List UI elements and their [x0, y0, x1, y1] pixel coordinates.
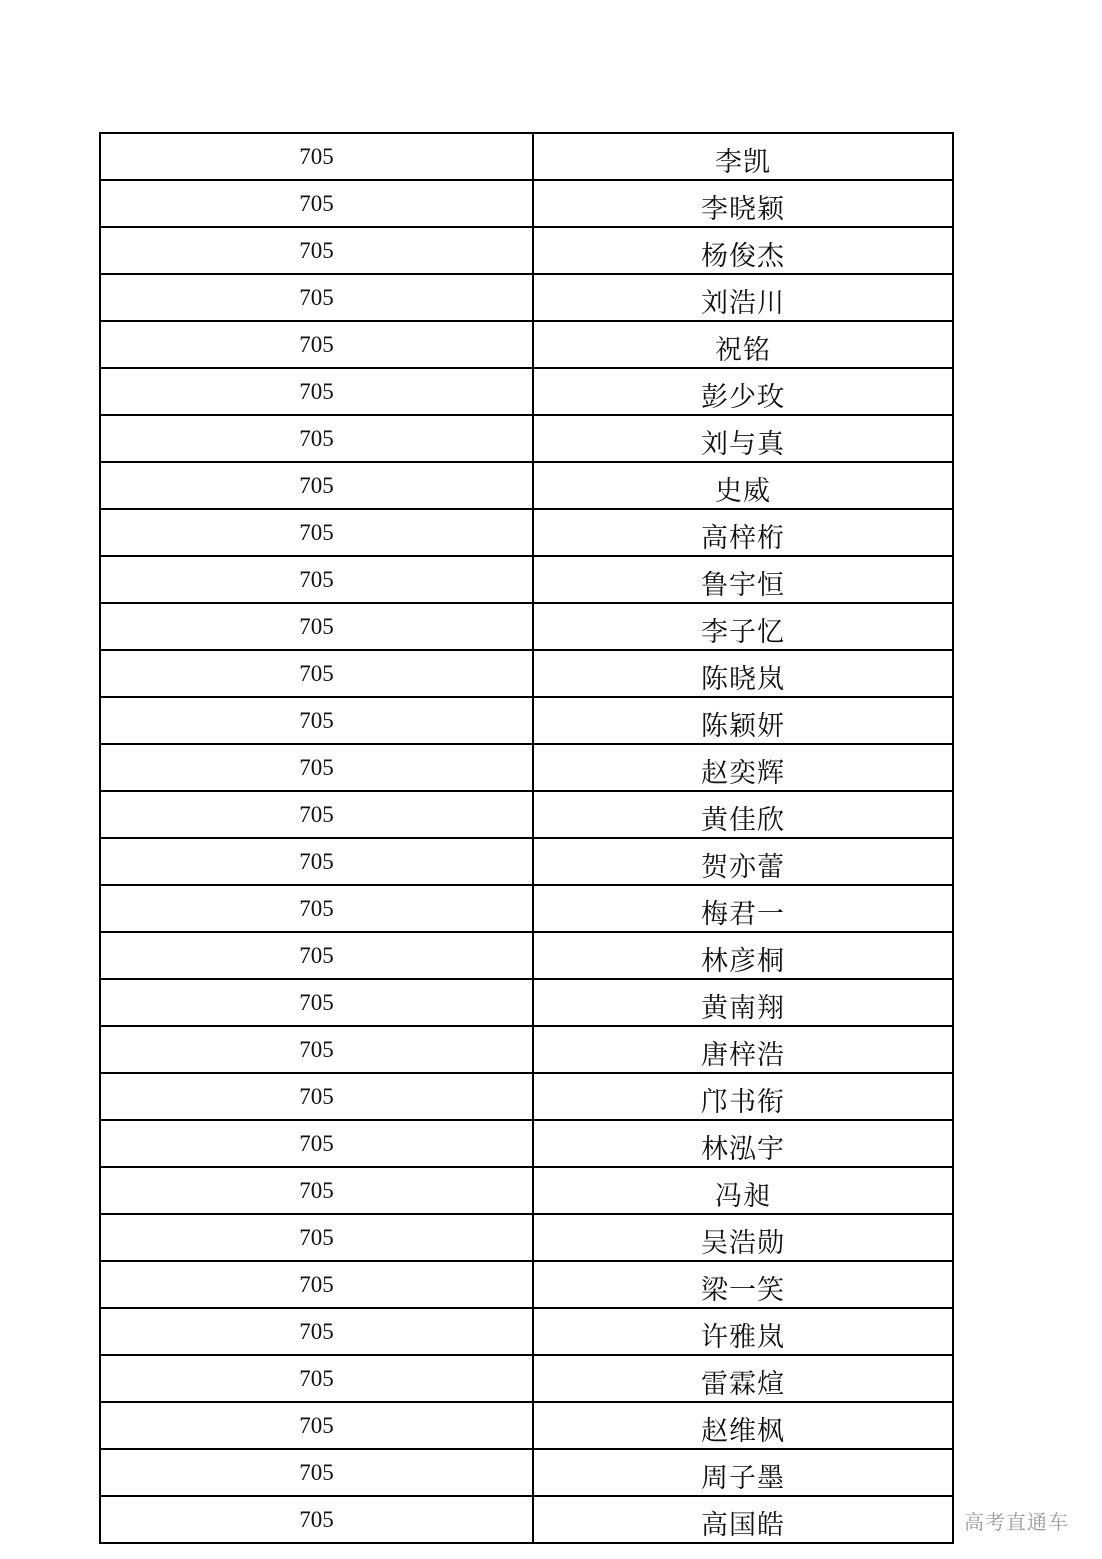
- name-cell: 林泓宇: [533, 1120, 953, 1167]
- score-cell: 705: [100, 603, 533, 650]
- score-cell: 705: [100, 744, 533, 791]
- score-cell: 705: [100, 791, 533, 838]
- score-cell: 705: [100, 1402, 533, 1449]
- table-row: [100, 603, 953, 650]
- score-cell: 705: [100, 274, 533, 321]
- table-row: [100, 1308, 953, 1355]
- table-row: [100, 227, 953, 274]
- table-row: [100, 415, 953, 462]
- name-cell: 邝书衔: [533, 1073, 953, 1120]
- score-cell: 705: [100, 556, 533, 603]
- name-cell: 梁一笑: [533, 1261, 953, 1308]
- name-cell: 周子墨: [533, 1449, 953, 1496]
- score-cell: 705: [100, 1355, 533, 1402]
- name-cell: 雷霖煊: [533, 1355, 953, 1402]
- name-cell: 陈晓岚: [533, 650, 953, 697]
- name-cell: 祝铭: [533, 321, 953, 368]
- name-cell: 唐梓浩: [533, 1026, 953, 1073]
- score-table-body: [100, 133, 953, 1543]
- name-cell: 冯昶: [533, 1167, 953, 1214]
- name-cell: 高梓桁: [533, 509, 953, 556]
- name-cell: 黄佳欣: [533, 791, 953, 838]
- score-cell: 705: [100, 180, 533, 227]
- name-cell: 杨俊杰: [533, 227, 953, 274]
- score-cell: 705: [100, 1167, 533, 1214]
- table-row: [100, 321, 953, 368]
- score-cell: 705: [100, 1026, 533, 1073]
- score-cell: 705: [100, 227, 533, 274]
- table-row: [100, 1496, 953, 1543]
- name-cell: 彭少玫: [533, 368, 953, 415]
- watermark: 高考直通车: [964, 1510, 1069, 1534]
- score-cell: 705: [100, 1073, 533, 1120]
- score-cell: 705: [100, 697, 533, 744]
- score-cell: 705: [100, 838, 533, 885]
- score-cell: 705: [100, 415, 533, 462]
- table-row: [100, 791, 953, 838]
- name-cell: 史威: [533, 462, 953, 509]
- score-cell: 705: [100, 932, 533, 979]
- table-row: [100, 1120, 953, 1167]
- score-cell: 705: [100, 1261, 533, 1308]
- score-cell: 705: [100, 1214, 533, 1261]
- name-cell: 陈颖妍: [533, 697, 953, 744]
- table-row: [100, 1167, 953, 1214]
- table-row: [100, 368, 953, 415]
- table-row: [100, 1073, 953, 1120]
- score-cell: 705: [100, 885, 533, 932]
- table-row: [100, 932, 953, 979]
- score-cell: 705: [100, 1496, 533, 1543]
- score-cell: 705: [100, 1120, 533, 1167]
- table-row: [100, 1402, 953, 1449]
- name-cell: 许雅岚: [533, 1308, 953, 1355]
- table-row: [100, 462, 953, 509]
- score-cell: 705: [100, 1449, 533, 1496]
- name-cell: 吴浩勋: [533, 1214, 953, 1261]
- table-row: [100, 979, 953, 1026]
- name-cell: 林彦桐: [533, 932, 953, 979]
- score-cell: 705: [100, 133, 533, 180]
- score-cell: 705: [100, 650, 533, 697]
- score-cell: 705: [100, 509, 533, 556]
- table-row: [100, 274, 953, 321]
- table-row: [100, 650, 953, 697]
- name-cell: 李凯: [533, 133, 953, 180]
- score-cell: 705: [100, 321, 533, 368]
- name-cell: 梅君一: [533, 885, 953, 932]
- table-row: [100, 509, 953, 556]
- table-row: [100, 1261, 953, 1308]
- table-row: [100, 838, 953, 885]
- table-row: [100, 697, 953, 744]
- table-row: [100, 1355, 953, 1402]
- table-row: [100, 885, 953, 932]
- name-cell: 刘与真: [533, 415, 953, 462]
- name-cell: 刘浩川: [533, 274, 953, 321]
- table-row: [100, 1026, 953, 1073]
- name-cell: 李晓颖: [533, 180, 953, 227]
- score-cell: 705: [100, 1308, 533, 1355]
- table-row: [100, 180, 953, 227]
- name-cell: 高国皓: [533, 1496, 953, 1543]
- name-cell: 赵奕辉: [533, 744, 953, 791]
- table-row: [100, 1449, 953, 1496]
- score-cell: 705: [100, 462, 533, 509]
- score-cell: 705: [100, 368, 533, 415]
- name-cell: 李子忆: [533, 603, 953, 650]
- table-row: [100, 556, 953, 603]
- table-row: [100, 133, 953, 180]
- score-cell: 705: [100, 979, 533, 1026]
- name-cell: 贺亦蕾: [533, 838, 953, 885]
- table-row: [100, 744, 953, 791]
- name-cell: 黄南翔: [533, 979, 953, 1026]
- table-row: [100, 1214, 953, 1261]
- name-cell: 鲁宇恒: [533, 556, 953, 603]
- name-cell: 赵维枫: [533, 1402, 953, 1449]
- score-table: [99, 132, 954, 1544]
